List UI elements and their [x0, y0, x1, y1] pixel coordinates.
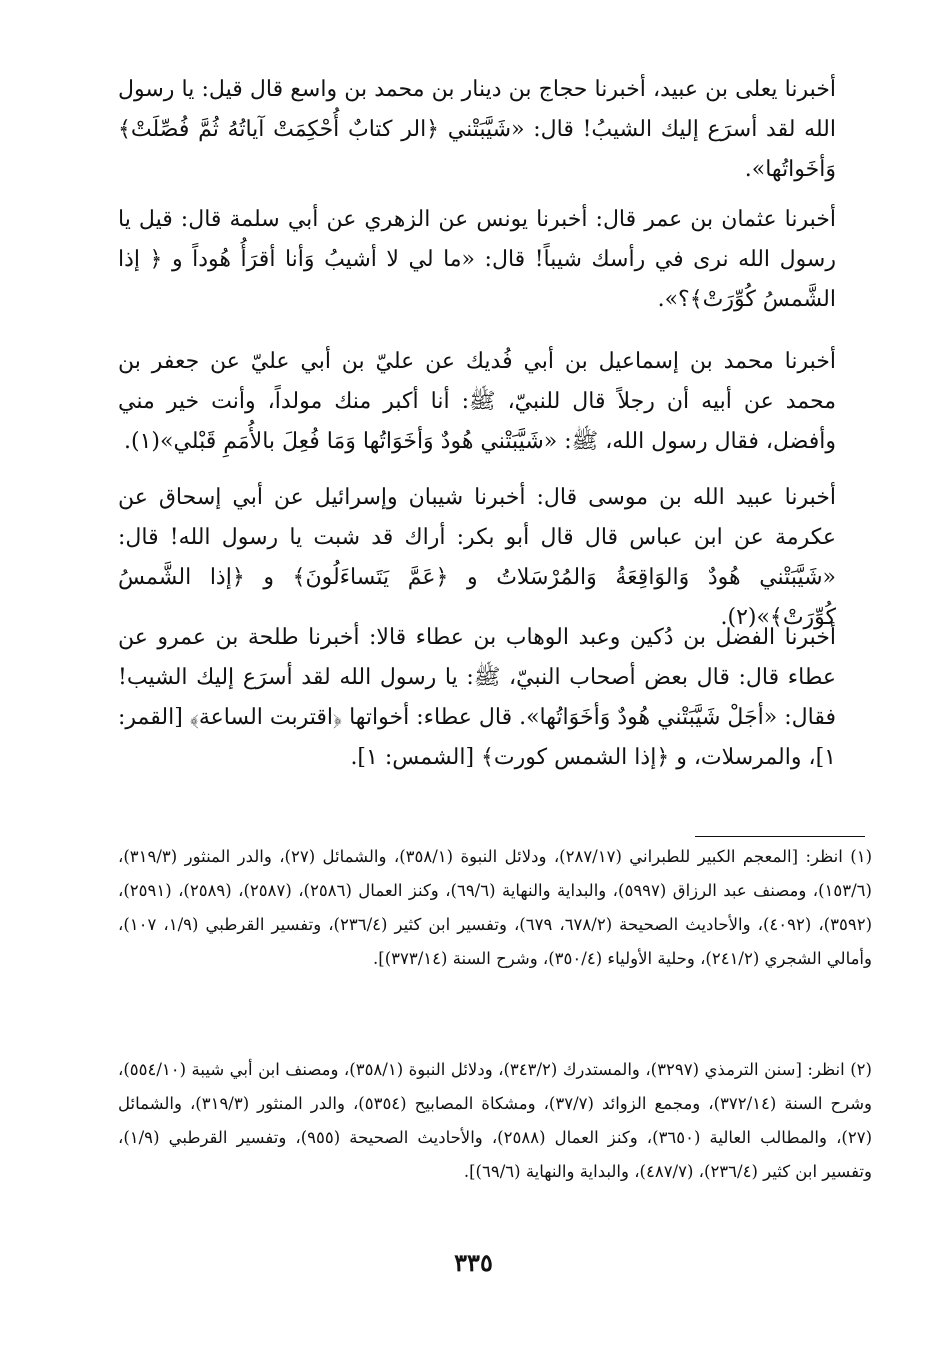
paragraph-3: أخبرنا محمد بن إسماعيل بن أبي فُديك عن عليّ بن أبي عليّ عن جعفر بن محمد عن أبيه أن رجلاً قال للنبيّ، ﷺ: أنا أكبر منك مولداً، وأنت خير مني وأفضل، فقال رسول الله، ﷺ: «شَيَّبَتْني هُودٌ وَأخَوَاتُها وَمَا فُعِلَ بالأُمَمِ قَبْلي»(١).	[118, 349, 836, 454]
footnote-1-text: انظر: [المعجم الكبير للطبراني (٢٨٧/١٧)، ودلائل النبوة (٣٥٨/١)، والشمائل (٢٧)، والدر المنثور (٣١٩/٣)، (١٥٣/٦)، ومصنف عبد الرزاق (٥٩٩٧)، والبداية والنهاية (٦٩/٦)، وكنز العمال (٢٥٨٦)، (٢٥٨٧)، (٢٥٨٩)، (٢٥٩١)، (٣٥٩٢)، (٤٠٩٢)، والأحاديث الصحيحة (٦٧٨/٢، ٦٧٩)، وتفسير ابن كثير (٢٣٦/٤)، وتفسير القرطبي (١/٩، ١٠٧)، وأمالي الشجري (٢٤١/٢)، وحلية الأولياء (٣٥٠/٤)، وشرح السنة (٣٧٣/١٤)].	[118, 847, 872, 968]
paragraph-2: أخبرنا عثمان بن عمر قال: أخبرنا يونس عن الزهري عن أبي سلمة قال: قيل يا رسول الله نرى في رأسك شيباً! قال: «ما لي لا أشيبُ وَأنا أقرَأُ هُوداً و ﴿ إذا الشَّمسُ كُوِّرَتْ﴾؟».	[118, 207, 836, 312]
paragraph-1: أخبرنا يعلى بن عبيد، أخبرنا حجاج بن دينار بن محمد بن واسع قال قيل: يا رسول الله لقد أسرَع إليك الشيبُ! قال: «شَيَّبَتْني ﴿الر كتابٌ أُحْكِمَتْ آياتُهُ ثُمَّ فُصِّلَتْ﴾ وَأخَواتُها».	[118, 77, 836, 182]
footnote-separator	[695, 836, 865, 837]
footnote-1-number: (١)	[850, 847, 872, 866]
footnote-2-number: (٢)	[850, 1060, 872, 1079]
paragraph-5: أخبرنا الفضل بن دُكين وعبد الوهاب بن عطاء قالا: أخبرنا طلحة بن عمرو عن عطاء قال: قال بعض أصحاب النبيّ، ﷺ: يا رسول الله لقد أسرَع إليك الشيب! فقال: «أجَلْ شَيَّبَتْني هُودٌ وَأخَوَاتُها». قال عطاء: أخواتها ﴿اقتربت الساعة﴾ [القمر: ١]، والمرسلات، و ﴿إذا الشمس كورت﴾ [الشمس: ١].	[118, 625, 836, 770]
footnote-1	[118, 840, 872, 976]
footnote-2-text: انظر: [سنن الترمذي (٣٢٩٧)، والمستدرك (٣٤٣/٢)، ودلائل النبوة (٣٥٨/١)، ومصنف ابن أبي شيبة (٥٥٤/١٠)، وشرح السنة (٣٧٢/١٤)، ومجمع الزوائد (٣٧/٧)، ومشكاة المصابيح (٥٣٥٤)، والدر المنثور (٣١٩/٣)، والشمائل (٢٧)، والمطالب العالية (٣٦٥٠)، وكنز العمال (٢٥٨٨)، والأحاديث الصحيحة (٩٥٥)، وتفسير القرطبي (١/٩)، وتفسير ابن كثير (٢٣٦/٤)، (٤٨٧/٧)، والبداية والنهاية (٦٩/٦)].	[118, 1060, 873, 1181]
paragraph-4: أخبرنا عبيد الله بن موسى قال: أخبرنا شيبان وإسرائيل عن أبي إسحاق عن عكرمة عن ابن عباس قال قال أبو بكر: أراك قد شبت يا رسول الله! قال: «شَيَّبَتْني هُودٌ وَالوَاقِعَةُ وَالمُرْسَلاتُ و ﴿عَمَّ يَتَساءَلُونَ﴾ و ﴿إذا الشَّمسُ كُوِّرَتْ﴾»(٢).	[118, 485, 836, 630]
page-number: ٣٣٥	[454, 1248, 493, 1277]
footnote-2	[118, 1053, 872, 1189]
